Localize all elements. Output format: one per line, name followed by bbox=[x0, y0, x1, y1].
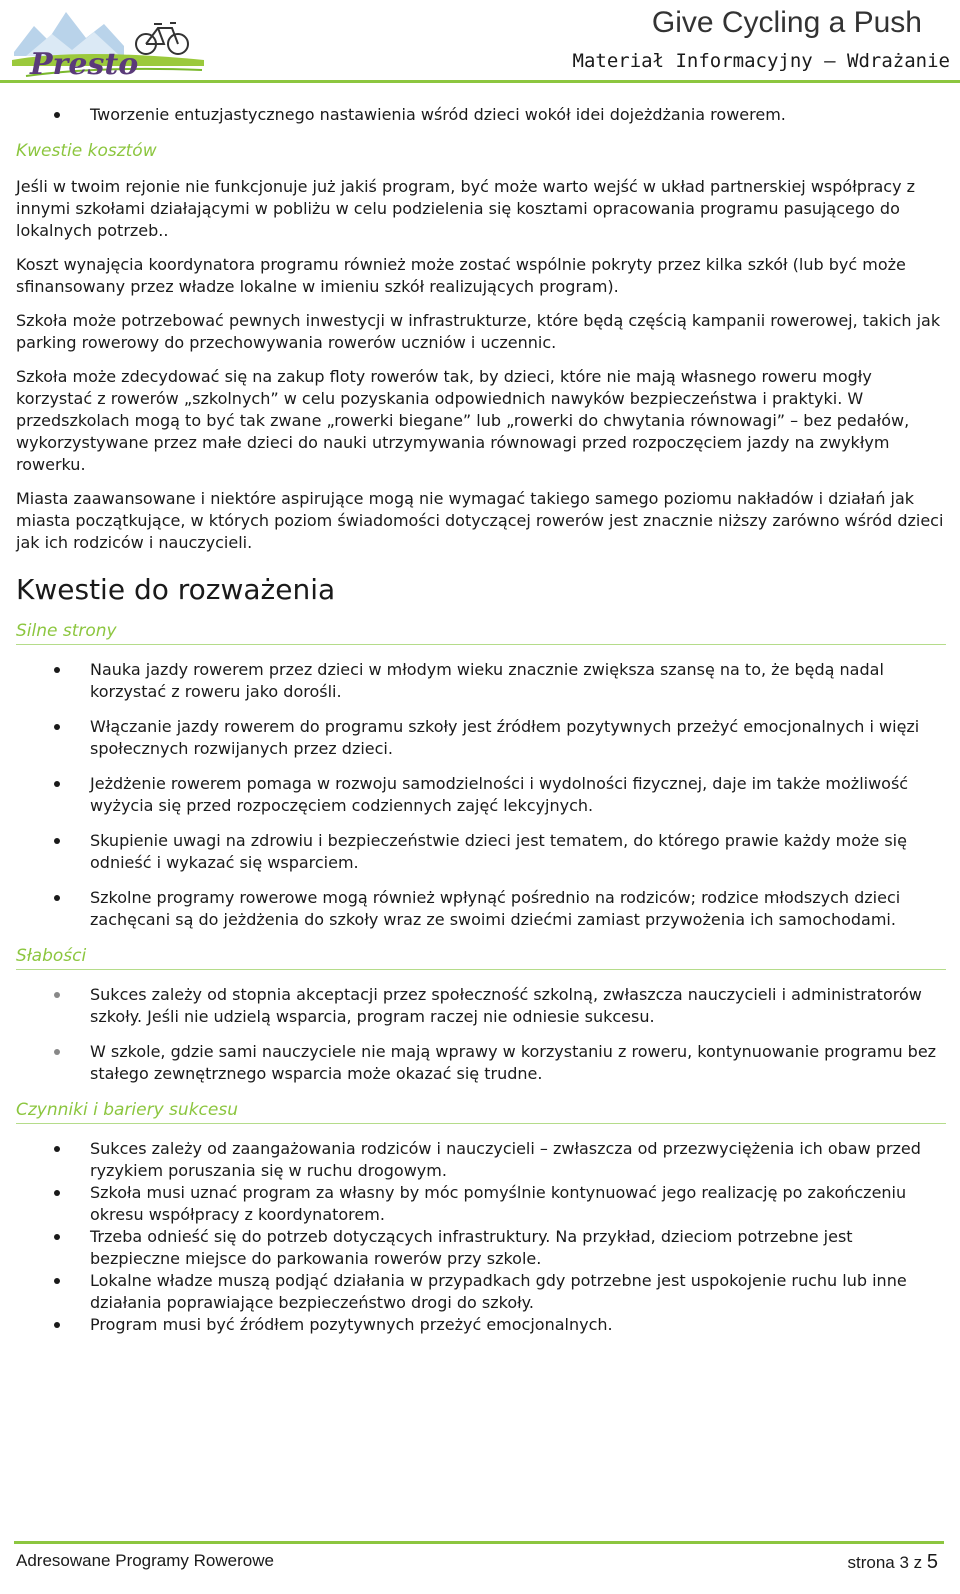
list-item bbox=[16, 1182, 946, 1226]
list-item bbox=[16, 659, 946, 703]
page-number bbox=[847, 1551, 938, 1574]
bullet-icon bbox=[54, 724, 60, 730]
presto-logo bbox=[8, 4, 208, 78]
header-divider bbox=[0, 80, 960, 83]
document-title: Give Cycling a Push bbox=[651, 6, 922, 39]
bullet-icon bbox=[54, 1322, 60, 1328]
list-item-text: Sukces zależy od zaangażowania rodziców i nauczycieli – zwłaszcza od przezwyciężenia ich obaw przed ryzykiem poruszania się w ruchu drogowym. bbox=[90, 1139, 921, 1180]
paragraph: Miasta zaawansowane i niektóre aspirujące mogą nie wymagać takiego samego poziomu nakładów i działań jak miasta początkujące, w których poziom świadomości dotyczącej rowerów jest znacznie niższy zarówno wśród dzieci jak ich rodziców i nauczycieli. bbox=[16, 489, 944, 552]
list-item bbox=[16, 1270, 946, 1314]
intro-list bbox=[16, 104, 946, 126]
paragraph: Szkoła może zdecydować się na zakup floty rowerów tak, by dzieci, które nie mają własnego roweru mogły korzystać z rowerów „szkolnych” w celu pozyskania odpowiednich nawyków bezpieczeństwa i praktyki. W przedszkolach mogą to być tak zwane „rowerki biegane” lub „rowerki do chwytania równowagi” – bez pedałów, wykorzystywane przez małe dzieci do nauki utrzymywania równowagi przed rozpoczęciem jazdy na zwykłym rowerku. bbox=[16, 367, 910, 474]
factors-list bbox=[16, 1138, 946, 1336]
list-item bbox=[16, 773, 946, 817]
list-item-text: Skupienie uwagi na zdrowiu i bezpieczeństwie dzieci jest tematem, do którego prawie każdy może się odnieść i wykazać się wsparciem. bbox=[90, 831, 907, 872]
page-number-prefix: strona 3 z bbox=[847, 1553, 923, 1572]
paragraph: Jeśli w twoim rejonie nie funkcjonuje już jakiś program, być może warto wejść w układ partnerskiej współpracy z innymi szkołami działającymi w pobliżu w celu podzielenia się kosztami opracowania programu pasującego do lokalnych potrzeb.. bbox=[16, 177, 916, 240]
list-item-text: Program musi być źródłem pozytywnych przeżyć emocjonalnych. bbox=[90, 1315, 613, 1334]
page-header bbox=[0, 0, 960, 84]
bullet-icon bbox=[54, 1234, 60, 1240]
footer-title: Adresowane Programy Rowerowe bbox=[16, 1551, 274, 1570]
list-item bbox=[16, 716, 946, 760]
list-item-text: Nauka jazdy rowerem przez dzieci w młodym wieku znacznie zwiększa szansę na to, że będą nadal korzystać z roweru jako dorośli. bbox=[90, 660, 884, 701]
considerations-heading: Kwestie do rozważenia bbox=[16, 573, 336, 606]
bullet-icon bbox=[54, 838, 60, 844]
bullet-icon bbox=[54, 781, 60, 787]
bullet-icon bbox=[54, 667, 60, 673]
weaknesses-list bbox=[16, 984, 946, 1085]
list-item-text: Trzeba odnieść się do potrzeb dotyczących infrastruktury. Na przykład, dzieciom potrzebne jest bezpieczne miejsce do parkowania rowerów przy szkole. bbox=[90, 1227, 853, 1268]
bullet-icon bbox=[54, 895, 60, 901]
list-item-text: Jeżdżenie rowerem pomaga w rozwoju samodzielności i wydolności fizycznej, daje im także możliwość wyżycia się przed rozpoczęciem codziennych zajęć lekcyjnych. bbox=[90, 774, 909, 815]
weaknesses-heading: Słabości bbox=[16, 945, 946, 970]
factors-heading: Czynniki i bariery sukcesu bbox=[16, 1099, 946, 1124]
list-item-text: Szkolne programy rowerowe mogą również wpłynąć pośrednio na rodziców; rodzice młodszych dzieci zachęcani są do jeżdżenia do szkoły wraz ze swoimi dziećmi zamiast przywożenia ich samochodami. bbox=[90, 888, 901, 929]
list-item-text: Tworzenie entuzjastycznego nastawienia wśród dzieci wokół idei dojeżdżania rowerem. bbox=[90, 105, 786, 124]
list-item-text: Włączanie jazdy rowerem do programu szkoły jest źródłem pozytywnych przeżyć emocjonalnych i więzi społecznych rozwijanych przez dzieci. bbox=[90, 717, 920, 758]
list-item bbox=[16, 1041, 946, 1085]
list-item-text: W szkole, gdzie sami nauczyciele nie mają wprawy w korzystaniu z roweru, kontynuowanie programu bez stałego zewnętrznego wsparcia może okazać się trudne. bbox=[90, 1042, 937, 1083]
list-item-text: Lokalne władze muszą podjąć działania w przypadkach gdy potrzebne jest uspokojenie ruchu lub inne działania poprawiające bezpieczeństwo drogi do szkoły. bbox=[90, 1271, 907, 1312]
bullet-icon bbox=[54, 112, 60, 118]
presto-logo-graphic bbox=[8, 4, 208, 78]
paragraph: Szkoła może potrzebować pewnych inwestycji w infrastrukturze, które będą częścią kampanii rowerowej, takich jak parking rowerowy do przechowywania rowerów uczniów i uczennic. bbox=[16, 311, 941, 352]
bullet-icon bbox=[54, 992, 60, 998]
list-item-text: Szkoła musi uznać program za własny by móc pomyślnie kontynuować jego realizację po zakończeniu okresu współpracy z koordynatorem. bbox=[90, 1183, 907, 1224]
strengths-heading: Silne strony bbox=[16, 620, 946, 645]
bullet-icon bbox=[54, 1278, 60, 1284]
page-content bbox=[16, 104, 946, 1336]
bullet-icon bbox=[54, 1049, 60, 1055]
list-item bbox=[16, 984, 946, 1028]
list-item bbox=[16, 104, 946, 126]
paragraph: Koszt wynajęcia koordynatora programu również może zostać wspólnie pokryty przez kilka szkół (lub być może sfinansowany przez władze lokalne w imieniu szkół realizujących program). bbox=[16, 255, 906, 296]
bullet-icon bbox=[54, 1190, 60, 1196]
costs-heading: Kwestie kosztów bbox=[16, 141, 157, 161]
list-item bbox=[16, 1226, 946, 1270]
list-item bbox=[16, 887, 946, 931]
document-subtitle: Materiał Informacyjny – Wdrażanie bbox=[572, 50, 950, 72]
strengths-list bbox=[16, 659, 946, 931]
bullet-icon bbox=[54, 1146, 60, 1152]
list-item bbox=[16, 830, 946, 874]
list-item bbox=[16, 1314, 946, 1336]
footer-divider bbox=[14, 1541, 944, 1544]
logo-wordmark: Presto bbox=[30, 47, 139, 78]
list-item bbox=[16, 1138, 946, 1182]
list-item-text: Sukces zależy od stopnia akceptacji przez społeczność szkolną, zwłaszcza nauczycieli i administratorów szkoły. Jeśli nie udzielą wsparcia, program raczej nie odniesie sukcesu. bbox=[90, 985, 922, 1026]
page-number-total: 5 bbox=[926, 1551, 938, 1573]
